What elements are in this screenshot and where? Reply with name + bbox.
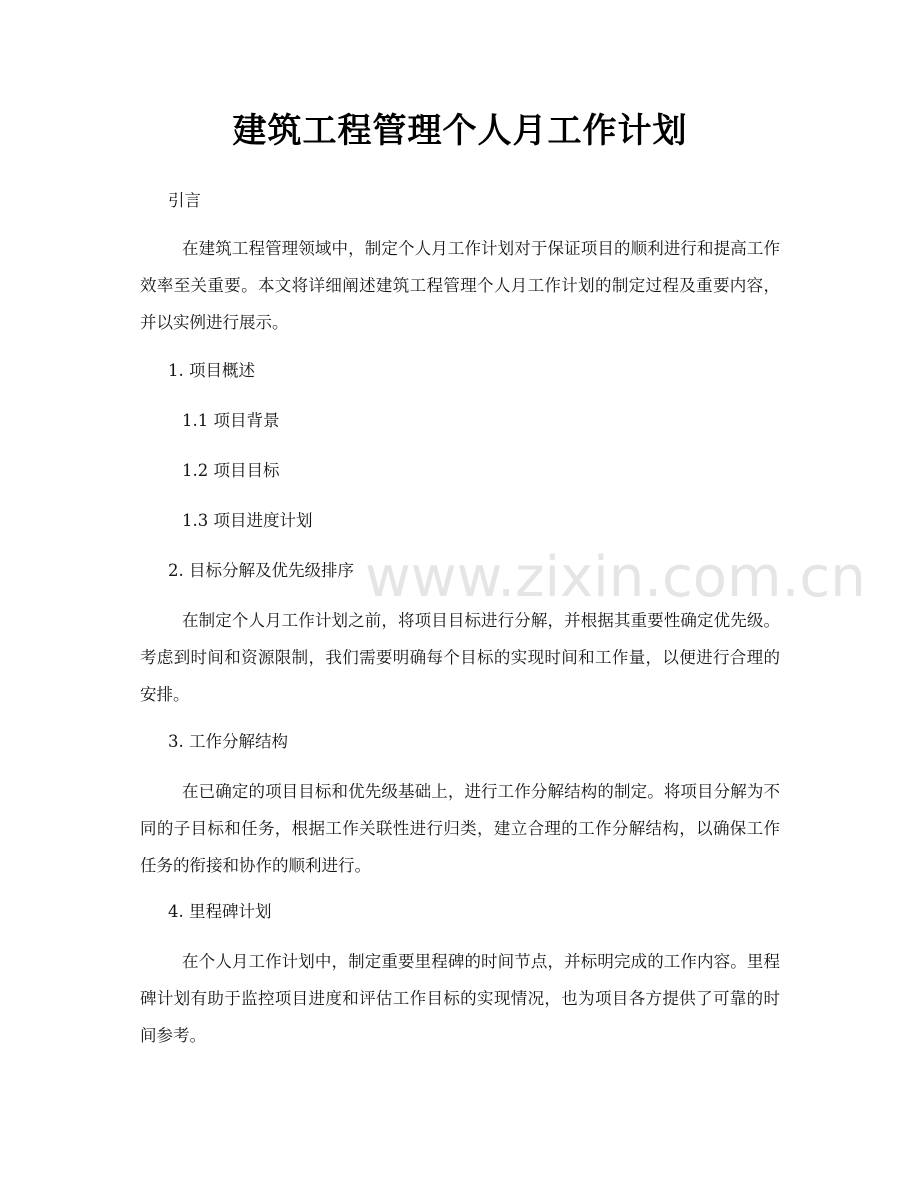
intro-heading: 引言 [168, 191, 201, 210]
section-3-heading: 3. 工作分解结构 [168, 732, 288, 751]
section-4-heading: 4. 里程碑计划 [168, 902, 272, 921]
watermark: www.zixin.com.cn [365, 545, 866, 610]
section-2-heading: 2. 目标分解及优先级排序 [168, 561, 354, 580]
section-1-item-3: 1.3 项目进度计划 [182, 511, 313, 530]
section-3-paragraph: 在已确定的项目目标和优先级基础上，进行工作分解结构的制定。将项目分解为不同的子目标和任务，根据工作关联性进行归类，建立合理的工作分解结构，以确保工作任务的衔接和协作的顺利进行。 [140, 782, 780, 875]
section-2-paragraph: 在制定个人月工作计划之前，将项目目标进行分解，并根据其重要性确定优先级。考虑到时间和资源限制，我们需要明确每个目标的实现时间和工作量，以便进行合理的安排。 [140, 611, 780, 704]
section-1-item-2: 1.2 项目目标 [182, 461, 280, 480]
section-1-heading: 1. 项目概述 [168, 361, 255, 380]
section-4-paragraph: 在个人月工作计划中，制定重要里程碑的时间节点，并标明完成的工作内容。里程碑计划有助于监控项目进度和评估工作目标的实现情况，也为项目各方提供了可靠的时间参考。 [140, 952, 780, 1045]
section-1-item-1: 1.1 项目背景 [182, 411, 280, 430]
document-title: 建筑工程管理个人月工作计划 [232, 111, 688, 151]
intro-paragraph: 在建筑工程管理领域中，制定个人月工作计划对于保证项目的顺利进行和提高工作效率至关重要。本文将详细阐述建筑工程管理个人月工作计划的制定过程及重要内容，并以实例进行展示。 [140, 239, 780, 332]
